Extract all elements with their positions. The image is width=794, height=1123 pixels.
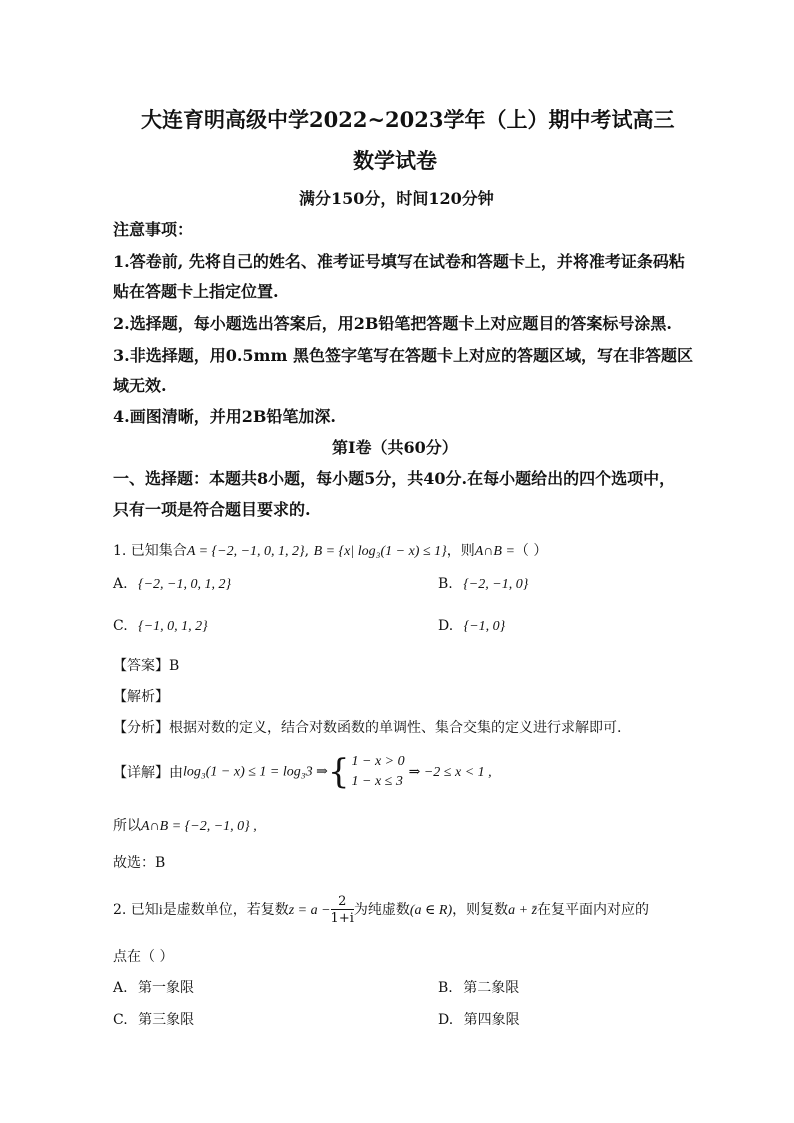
analysis-tag: 【解析】 bbox=[113, 689, 169, 705]
q2-sum-expr: a + z̄ bbox=[508, 903, 538, 918]
brace-glyph: { bbox=[327, 752, 350, 792]
q2-stem-cont: 点在（ ） bbox=[113, 949, 174, 965]
notice-heading: 注意事项： bbox=[113, 220, 194, 239]
q1-fenxi bbox=[113, 717, 621, 737]
q2-option-b-label: B. bbox=[438, 980, 453, 996]
q2-mid3: ，则复数 bbox=[452, 902, 509, 918]
q2-option-a-label: A. bbox=[113, 980, 128, 996]
q2-option-c-label: C. bbox=[113, 1012, 128, 1028]
q1-detail bbox=[113, 752, 492, 792]
notice-item-2: 2.选择题，每小题选出答案后，用2B铅笔把答题卡上对应题目的答案标号涂黑. bbox=[113, 314, 672, 333]
q1-choose: 故选：B bbox=[113, 855, 166, 871]
q2-mid1: 是虚数单位，若复数 bbox=[162, 902, 289, 918]
notice-item-4: 4.画图清晰，并用2B铅笔加深. bbox=[113, 407, 336, 426]
notice-item-1: 1.答卷前, 先将自己的姓名、准考证号填写在试卷和答题卡上，并将准考证条码粘 bbox=[113, 252, 685, 271]
case-line-1: 1 − x > 0 bbox=[351, 754, 405, 769]
q2-option-c-text: 第三象限 bbox=[138, 1012, 195, 1028]
section-intro: 一、选择题：本题共8小题，每小题5分，共40分.在每小题给出的四个选项中， bbox=[113, 469, 676, 488]
case-line-2: 1 − x ≤ 3 bbox=[351, 774, 403, 789]
q2-option-a bbox=[113, 977, 194, 997]
q2-option-a-text: 第一象限 bbox=[138, 980, 195, 996]
q1-set-a: A = {−2, −1, 0, 1, 2} bbox=[186, 544, 305, 559]
q2-i-symbol: i bbox=[158, 903, 163, 918]
q1-set-b: B = {x| log₃(1 − x) ≤ 1} bbox=[313, 544, 447, 559]
q2-option-d-text: 第四象限 bbox=[463, 1012, 520, 1028]
notice-item-1-cont: 贴在答题卡上指定位置. bbox=[113, 282, 279, 301]
answer-value: B bbox=[169, 658, 180, 674]
q1-expr: A∩B = bbox=[474, 544, 515, 559]
so-expr: A∩B = {−2, −1, 0} , bbox=[141, 819, 257, 834]
q1-option-a bbox=[113, 576, 231, 593]
q2-option-d bbox=[438, 1009, 520, 1029]
q2-option-b-text: 第二象限 bbox=[463, 980, 520, 996]
q2-option-c bbox=[113, 1009, 194, 1029]
subtitle: 满分150分，时间120分钟 bbox=[299, 189, 494, 208]
section-title: 第Ⅰ卷（共60分） bbox=[332, 438, 458, 457]
detail-cases bbox=[352, 752, 405, 792]
q2-prefix: 2. 已知 bbox=[113, 902, 159, 918]
fraction-denominator: 1+i bbox=[330, 911, 354, 926]
q1-option-c-text: {−1, 0, 1, 2} bbox=[138, 619, 208, 634]
q2-option-b bbox=[438, 977, 519, 997]
q2-option-d-label: D. bbox=[438, 1012, 454, 1028]
title-line-2: 数学试卷 bbox=[353, 148, 437, 173]
detail-post: ⇒ −2 ≤ x < 1 , bbox=[408, 764, 492, 780]
q2-z-expr: z = a − bbox=[288, 903, 331, 918]
q1-conclusion bbox=[113, 815, 257, 835]
q1-option-b-label: B. bbox=[438, 576, 453, 592]
answer-tag: 【答案】 bbox=[113, 658, 169, 674]
question-2-stem bbox=[113, 890, 649, 930]
q1-option-a-text: {−2, −1, 0, 1, 2} bbox=[138, 577, 232, 592]
q1-option-b-text: {−2, −1, 0} bbox=[463, 577, 529, 592]
q1-option-d bbox=[438, 618, 505, 635]
q1-option-d-text: {−1, 0} bbox=[463, 619, 506, 634]
section-intro-cont: 只有一项是符合题目要求的. bbox=[113, 500, 311, 519]
question-1-stem: 1. 已知集合A = {−2, −1, 0, 1, 2}, B = {x| log₃(1 − x) ≤ 1}，则A∩B =（ ） bbox=[113, 543, 548, 559]
q1-answer bbox=[113, 655, 179, 675]
fenxi-text: 根据对数的定义，结合对数函数的单调性、集合交集的定义进行求解即可. bbox=[169, 720, 622, 736]
detail-tag: 【详解】 bbox=[113, 765, 169, 781]
q1-prefix: 1. 已知集合 bbox=[113, 543, 187, 559]
q2-tail: 在复平面内对应的 bbox=[537, 902, 650, 918]
notice-item-3-cont: 域无效. bbox=[113, 376, 167, 395]
q2-mid2: 为纯虚数 bbox=[353, 902, 410, 918]
q1-mid: ，则 bbox=[446, 543, 475, 559]
q2-fraction bbox=[331, 895, 354, 925]
detail-expr: log₃(1 − x) ≤ 1 = log₃3 ⇒ bbox=[183, 764, 328, 780]
q1-option-b bbox=[438, 576, 528, 593]
q2-condition: (a ∈ R) bbox=[409, 903, 453, 918]
detail-pre: 由 bbox=[169, 765, 183, 781]
q1-option-a-label: A. bbox=[113, 576, 128, 592]
fenxi-tag: 【分析】 bbox=[113, 720, 169, 736]
notice-item-3: 3.非选择题，用0.5mm 黑色签字笔写在答题卡上对应的答题区域，写在非答题区 bbox=[113, 346, 693, 365]
fraction-numerator: 2 bbox=[331, 895, 354, 910]
q1-option-c bbox=[113, 618, 208, 635]
q1-paren: （ ） bbox=[514, 543, 548, 559]
title-line-1: 大连育明高级中学2022~2023学年（上）期中考试高三 bbox=[141, 107, 675, 132]
so-pre: 所以 bbox=[113, 818, 141, 834]
q1-option-c-label: C. bbox=[113, 618, 128, 634]
q1-option-d-label: D. bbox=[438, 618, 454, 634]
